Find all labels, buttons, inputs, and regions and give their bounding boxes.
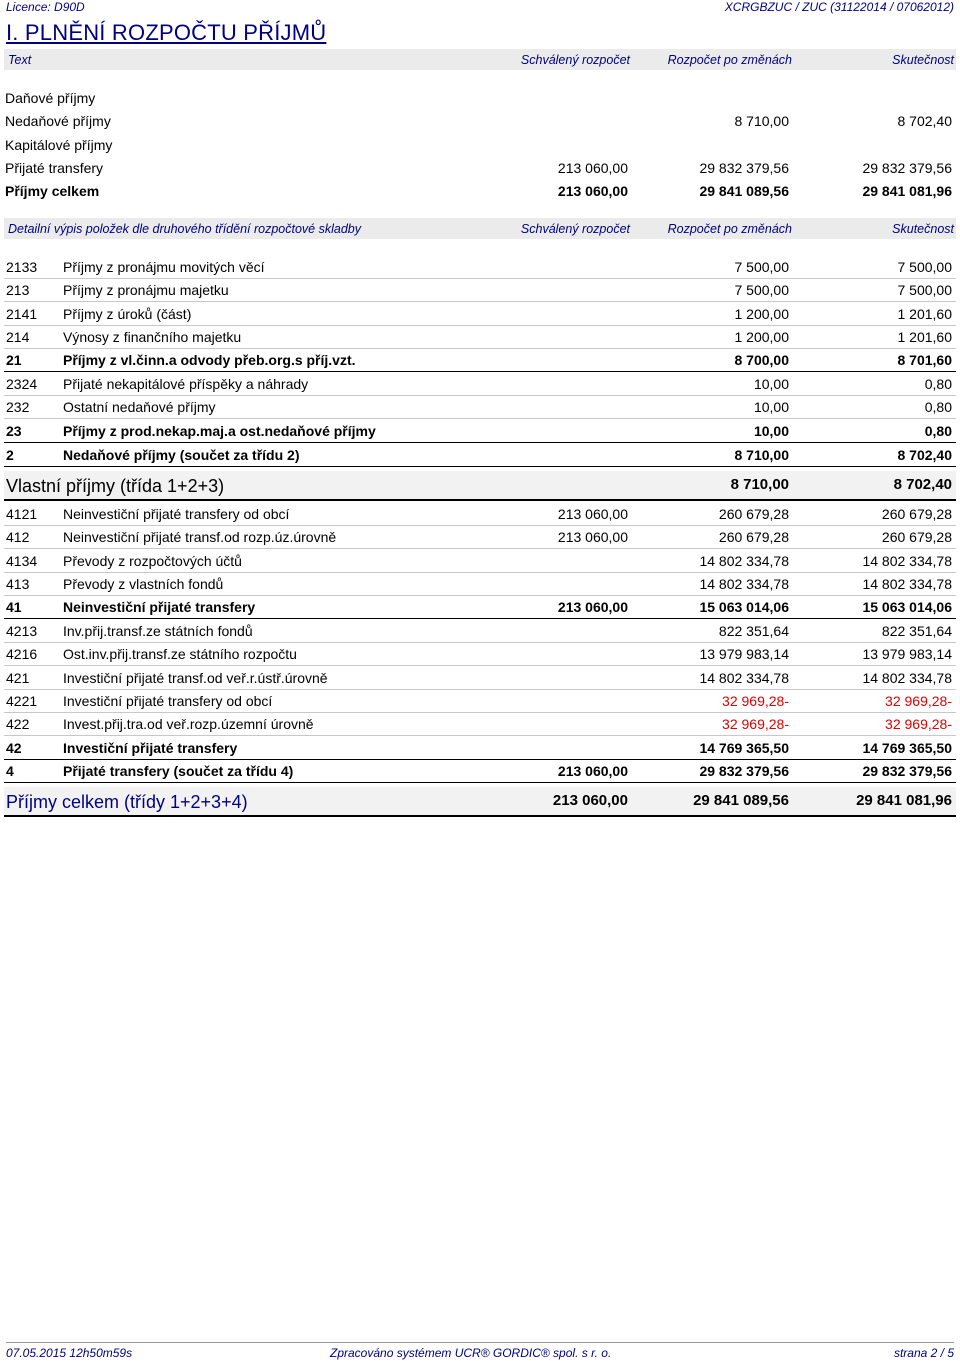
detail-row-after-changes: 1 200,00 — [734, 329, 789, 345]
detail-row — [4, 325, 956, 349]
detail-row-after-changes: 822 351,64 — [718, 623, 789, 639]
detail-row-actual: 32 969,28- — [885, 693, 952, 709]
detail-row — [4, 372, 956, 396]
column-header-actual: Skutečnost — [892, 222, 954, 236]
detail-row — [4, 443, 956, 467]
detail-row-actual: 14 802 334,78 — [862, 553, 952, 569]
detail-row — [4, 395, 956, 419]
detail-row-after-changes: 8 710,00 — [734, 447, 789, 463]
page-title: I. PLNĚNÍ ROZPOČTU PŘÍJMŮ — [6, 20, 327, 45]
page-footer — [6, 1342, 954, 1361]
detail-row-actual: 8 702,40 — [893, 476, 952, 493]
summary-row-after-changes: 29 832 379,56 — [699, 160, 789, 176]
detail-row-actual: 32 969,28- — [885, 716, 952, 732]
detail-row-name: Vlastní příjmy (třída 1+2+3) — [6, 476, 225, 496]
detail-row-after-changes: 14 802 334,78 — [699, 553, 789, 569]
detail-row-after-changes: 10,00 — [753, 399, 789, 415]
licence-label: Licence: D90D — [6, 0, 85, 14]
detail-row-code: 4134 — [6, 553, 38, 569]
detail-row-after-changes: 8 700,00 — [734, 352, 789, 368]
detail-row — [4, 348, 956, 372]
column-header-actual: Skutečnost — [892, 53, 954, 67]
footer-system: Zpracováno systémem UCR® GORDIC® spol. s r. o. — [330, 1346, 612, 1360]
detail-row-actual: 260 679,28 — [881, 506, 952, 522]
detail-row-code: 232 — [6, 399, 30, 415]
detail-row — [4, 278, 956, 302]
detail-row — [4, 302, 956, 326]
detail-row-code: 23 — [6, 423, 22, 439]
detail-row-name: Přijaté nekapitálové příspěky a náhrady — [63, 376, 309, 392]
detail-row-name: Příjmy celkem (třídy 1+2+3+4) — [6, 792, 248, 812]
detail-row-actual: 14 802 334,78 — [862, 670, 952, 686]
summary-row-actual: 29 841 081,96 — [862, 183, 952, 199]
detail-row-actual: 29 841 081,96 — [856, 792, 952, 809]
detail-table-header — [4, 218, 956, 239]
report-top-bar — [6, 0, 954, 16]
detail-row-after-changes: 29 841 089,56 — [693, 792, 789, 809]
detail-row — [4, 759, 956, 783]
summary-row-actual: 29 832 379,56 — [862, 160, 952, 176]
detail-row-name: Příjmy z pronájmu majetku — [63, 282, 229, 298]
detail-row-code: 422 — [6, 716, 30, 732]
detail-row-after-changes: 32 969,28- — [722, 716, 789, 732]
detail-row-code: 412 — [6, 529, 30, 545]
detail-row-code: 4216 — [6, 646, 38, 662]
detail-row-after-changes: 260 679,28 — [718, 529, 789, 545]
detail-row-actual: 15 063 014,06 — [862, 599, 952, 615]
detail-row-actual: 14 769 365,50 — [862, 740, 952, 756]
detail-row — [4, 595, 956, 619]
detail-row — [4, 787, 956, 817]
detail-row-approved: 213 060,00 — [557, 529, 628, 545]
detail-row-name: Ostatní nedaňové příjmy — [63, 399, 216, 415]
detail-row-name: Investiční přijaté transfery od obcí — [63, 693, 273, 709]
detail-row-code: 41 — [6, 599, 22, 615]
detail-row-after-changes: 7 500,00 — [734, 282, 789, 298]
detail-row — [4, 419, 956, 443]
detail-row-code: 213 — [6, 282, 30, 298]
detail-row-code: 2133 — [6, 259, 38, 275]
detail-row-name: Příjmy z pronájmu movitých věcí — [63, 259, 265, 275]
column-header-text: Text — [8, 53, 32, 67]
detail-row — [4, 619, 956, 643]
detail-row-approved: 213 060,00 — [552, 792, 628, 809]
detail-row-code: 4 — [6, 763, 14, 779]
column-header-after-changes: Rozpočet po změnách — [667, 53, 792, 67]
report-id: XCRGBZUC / ZUC (31122014 / 07062012) — [724, 0, 954, 14]
detail-row-name: Příjmy z prod.nekap.maj.a ost.nedaňové příjmy — [63, 423, 376, 439]
detail-row-after-changes: 260 679,28 — [718, 506, 789, 522]
detail-row-name: Ost.inv.přij.transf.ze státního rozpočtu — [63, 646, 297, 662]
summary-row-approved: 213 060,00 — [557, 160, 628, 176]
summary-total-row — [4, 179, 956, 202]
detail-row-after-changes: 15 063 014,06 — [699, 599, 789, 615]
detail-row-after-changes: 1 200,00 — [734, 306, 789, 322]
detail-row-after-changes: 29 832 379,56 — [699, 763, 789, 779]
summary-row-after-changes: 8 710,00 — [734, 113, 789, 129]
detail-row-name: Neinvestiční přijaté transf.od rozp.úz.úrovně — [63, 529, 337, 545]
detail-row-code: 42 — [6, 740, 22, 756]
summary-row-text: Daňové příjmy — [5, 90, 96, 106]
detail-row — [4, 736, 956, 760]
detail-row-name: Neinvestiční přijaté transfery — [63, 599, 256, 615]
summary-row-text: Příjmy celkem — [5, 183, 100, 199]
detail-row-actual: 14 802 334,78 — [862, 576, 952, 592]
detail-row-after-changes: 13 979 983,14 — [699, 646, 789, 662]
detail-row-after-changes: 7 500,00 — [734, 259, 789, 275]
detail-row-actual: 7 500,00 — [897, 282, 952, 298]
detail-row-actual: 260 679,28 — [881, 529, 952, 545]
detail-row-code: 4213 — [6, 623, 38, 639]
detail-row-name: Výnosy z finančního majetku — [63, 329, 242, 345]
detail-row-actual: 0,80 — [924, 423, 952, 439]
column-header-text: Detailní výpis položek dle druhového třídění rozpočtové skladby — [8, 222, 361, 236]
detail-row-name: Invest.přij.tra.od veř.rozp.územní úrovně — [63, 716, 314, 732]
detail-row-after-changes: 14 769 365,50 — [699, 740, 789, 756]
detail-row-actual: 13 979 983,14 — [862, 646, 952, 662]
summary-row-approved: 213 060,00 — [557, 183, 628, 199]
detail-row-actual: 8 701,60 — [897, 352, 952, 368]
detail-row — [4, 471, 956, 501]
footer-page-number: strana 2 / 5 — [893, 1346, 954, 1360]
summary-row — [4, 109, 956, 132]
detail-row-code: 2324 — [6, 376, 38, 392]
summary-row-text: Přijaté transfery — [5, 160, 104, 176]
detail-row — [4, 525, 956, 549]
detail-row-after-changes: 10,00 — [753, 376, 789, 392]
detail-row-name: Příjmy z úroků (část) — [63, 306, 192, 322]
summary-row-text: Nedaňové příjmy — [5, 113, 111, 129]
detail-row — [4, 689, 956, 713]
detail-row-actual: 0,80 — [924, 376, 952, 392]
summary-row-after-changes: 29 841 089,56 — [699, 183, 789, 199]
detail-row-approved: 213 060,00 — [557, 506, 628, 522]
detail-row-actual: 7 500,00 — [897, 259, 952, 275]
detail-row-after-changes: 14 802 334,78 — [699, 670, 789, 686]
detail-row-after-changes: 8 710,00 — [730, 476, 789, 493]
detail-row-name: Neinvestiční přijaté transfery od obcí — [63, 506, 290, 522]
summary-table-header — [4, 49, 956, 70]
detail-row-after-changes: 10,00 — [753, 423, 789, 439]
detail-row-after-changes: 14 802 334,78 — [699, 576, 789, 592]
detail-row — [4, 502, 956, 526]
detail-row-actual: 822 351,64 — [881, 623, 952, 639]
detail-row — [4, 642, 956, 666]
detail-row-code: 2141 — [6, 306, 38, 322]
column-header-approved: Schválený rozpočet — [520, 53, 630, 67]
detail-row-after-changes: 32 969,28- — [722, 693, 789, 709]
detail-row-code: 421 — [6, 670, 30, 686]
summary-row — [4, 133, 956, 156]
detail-row — [4, 549, 956, 573]
detail-row-name: Přijaté transfery (součet za třídu 4) — [63, 763, 294, 779]
detail-row-code: 21 — [6, 352, 22, 368]
detail-row — [4, 255, 956, 279]
summary-row — [4, 86, 956, 109]
footer-timestamp: 07.05.2015 12h50m59s — [6, 1346, 133, 1360]
detail-row — [4, 572, 956, 596]
detail-row-name: Nedaňové příjmy (součet za třídu 2) — [63, 447, 300, 463]
summary-row-actual: 8 702,40 — [897, 113, 952, 129]
detail-row-actual: 29 832 379,56 — [862, 763, 952, 779]
detail-row-code: 2 — [6, 447, 14, 463]
detail-row-code: 413 — [6, 576, 30, 592]
detail-row-name: Investiční přijaté transf.od veř.r.ústř.úrovně — [63, 670, 328, 686]
detail-row-name: Investiční přijaté transfery — [63, 740, 238, 756]
column-header-approved: Schválený rozpočet — [520, 222, 630, 236]
detail-row-approved: 213 060,00 — [557, 599, 628, 615]
detail-row — [4, 712, 956, 736]
detail-row-name: Příjmy z vl.činn.a odvody přeb.org.s příj.vzt. — [63, 352, 356, 368]
detail-row-code: 214 — [6, 329, 30, 345]
detail-row-name: Převody z rozpočtových účtů — [63, 553, 242, 569]
detail-row — [4, 666, 956, 690]
detail-row-actual: 1 201,60 — [897, 329, 952, 345]
detail-row-actual: 1 201,60 — [897, 306, 952, 322]
summary-row — [4, 156, 956, 179]
column-header-after-changes: Rozpočet po změnách — [667, 222, 792, 236]
summary-row-text: Kapitálové příjmy — [5, 137, 113, 153]
detail-row-code: 4121 — [6, 506, 38, 522]
detail-row-name: Převody z vlastních fondů — [63, 576, 224, 592]
detail-row-actual: 8 702,40 — [897, 447, 952, 463]
detail-row-actual: 0,80 — [924, 399, 952, 415]
detail-row-name: Inv.přij.transf.ze státních fondů — [63, 623, 253, 639]
detail-row-code: 4221 — [6, 693, 38, 709]
detail-row-approved: 213 060,00 — [557, 763, 628, 779]
